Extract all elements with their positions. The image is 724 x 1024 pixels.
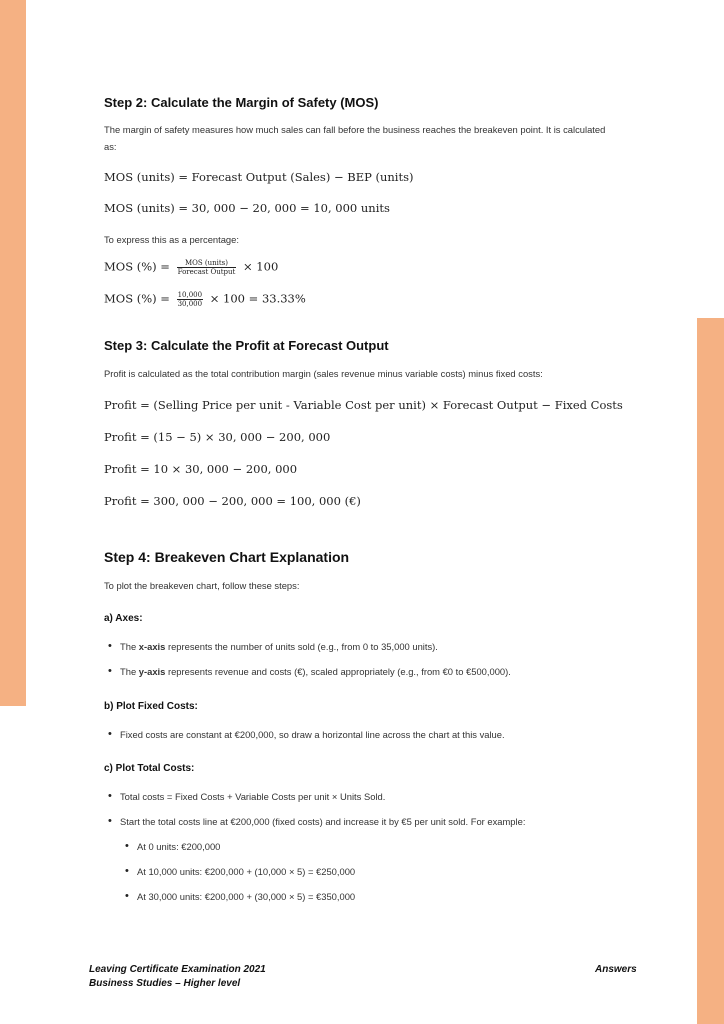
footer-left — [89, 963, 266, 991]
mos-formula-2: MOS (units) = 30, 000 − 20, 000 = 10, 000 units — [104, 201, 390, 215]
step3-intro: Profit is calculated as the total contribution margin (sales revenue minus variable costs) minus fixed costs: — [104, 368, 543, 379]
mos-formula-4-right: × 100 = 33.33% — [209, 291, 306, 306]
mos-formula-4 — [104, 291, 306, 308]
axes-heading: a) Axes: — [104, 613, 143, 624]
profit-formula-4: Profit = 300, 000 − 200, 000 = 100, 000 (€) — [104, 494, 361, 508]
list-item-text: represents the number of units sold (e.g., from 0 to 35,000 units). — [165, 641, 438, 652]
footer-right: Answers — [595, 964, 637, 975]
left-accent-bar — [0, 0, 26, 706]
mos-formula-3-left: MOS (%) = — [104, 259, 170, 274]
percentage-intro: To express this as a percentage: — [104, 234, 239, 245]
right-accent-bar — [697, 318, 724, 1024]
fraction-numerator: 10,000 — [177, 291, 203, 299]
profit-formula-1: Profit = (Selling Price per unit - Variable Cost per unit) × Forecast Output − Fixed Costs — [104, 398, 623, 412]
mos-formula-3 — [104, 259, 278, 276]
step2-intro: The margin of safety measures how much sales can fall before the business reaches the breakeven point. It is calculated as: — [104, 124, 606, 152]
list-item: • At 30,000 units: €200,000 + (30,000 × 5) = €350,000 — [137, 891, 355, 902]
fraction-denominator: Forecast Output — [177, 268, 236, 276]
list-item-text: The — [120, 666, 139, 677]
list-item: • At 0 units: €200,000 — [137, 841, 220, 852]
list-item — [120, 666, 511, 677]
footer-exam-title: Leaving Certificate Examination 2021 — [89, 964, 266, 975]
list-item-text: The — [120, 641, 139, 652]
profit-formula-3: Profit = 10 × 30, 000 − 200, 000 — [104, 462, 298, 476]
list-item: • Start the total costs line at €200,000 (fixed costs) and increase it by €5 per unit sold. For example: — [120, 816, 525, 827]
mos-formula-1: MOS (units) = Forecast Output (Sales) − BEP (units) — [104, 170, 414, 184]
total-costs-heading: c) Plot Total Costs: — [104, 763, 195, 774]
step3-heading: Step 3: Calculate the Profit at Forecast Output — [104, 338, 389, 353]
mos-formula-4-left: MOS (%) = — [104, 291, 170, 306]
step4-intro: To plot the breakeven chart, follow these steps: — [104, 580, 300, 591]
profit-formula-2: Profit = (15 − 5) × 30, 000 − 200, 000 — [104, 430, 331, 444]
list-item: • Fixed costs are constant at €200,000, so draw a horizontal line across the chart at this value. — [120, 729, 505, 740]
fixed-costs-heading: b) Plot Fixed Costs: — [104, 701, 198, 712]
fraction-numerator: MOS (units) — [177, 259, 237, 268]
list-item-bold: y-axis — [138, 666, 166, 677]
footer-subject: Business Studies – Higher level — [89, 978, 241, 989]
list-item — [120, 641, 438, 652]
list-item-text: represents revenue and costs (€), scaled appropriately (e.g., from €0 to €500,000). — [165, 666, 511, 677]
mos-value-fraction — [177, 291, 204, 308]
step2-heading: Step 2: Calculate the Margin of Safety (MOS) — [104, 95, 379, 110]
list-item-bold: x-axis — [138, 641, 166, 652]
step4-heading: Step 4: Breakeven Chart Explanation — [104, 549, 350, 565]
list-item: • Total costs = Fixed Costs + Variable Costs per unit × Units Sold. — [120, 791, 385, 802]
mos-fraction — [177, 259, 237, 276]
list-item: • At 10,000 units: €200,000 + (10,000 × 5) = €250,000 — [137, 866, 355, 877]
fraction-denominator: 30,000 — [177, 300, 203, 308]
mos-formula-3-right: × 100 — [243, 259, 279, 274]
